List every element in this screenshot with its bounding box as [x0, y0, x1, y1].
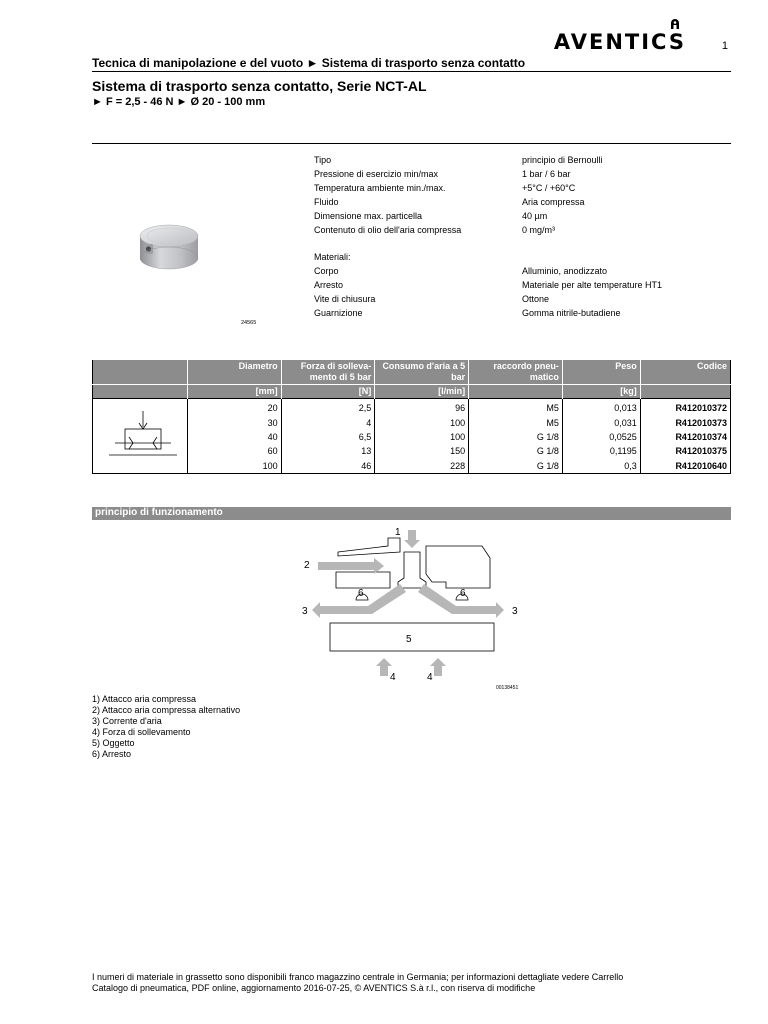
- spec-label: Tipo: [314, 155, 332, 165]
- table-cell: 2,5: [281, 399, 375, 416]
- table-cell: 0,1195: [562, 444, 640, 458]
- table-cell: 0,031: [562, 415, 640, 429]
- table-cell: 30: [187, 415, 281, 429]
- table-cell: 4: [281, 415, 375, 429]
- upper-right-body: [426, 546, 490, 588]
- header-raccordo: raccordo pneu- matico: [469, 360, 563, 385]
- table-cell: M5: [469, 399, 563, 416]
- function-diagram: [296, 522, 526, 688]
- diagram-label-2: 2: [304, 560, 310, 571]
- unit-raccordo: [469, 385, 563, 399]
- spec-label: Contenuto di olio dell'aria compressa: [314, 224, 462, 235]
- spec-label: Corpo: [314, 266, 339, 277]
- breadcrumb: Tecnica di manipolazione e del vuoto ► Sistema di trasporto senza contatto: [92, 56, 526, 70]
- spec-label: Dimensione max. particella: [314, 210, 423, 221]
- part-number-cell: R412010375: [675, 446, 727, 457]
- table-cell: 0,013: [562, 399, 640, 416]
- lower-left-body: [336, 572, 390, 588]
- table-row: [93, 459, 731, 474]
- section-header: [92, 507, 731, 520]
- diagram-label-6-right: 6: [460, 588, 466, 599]
- spec-value: 40 µm: [522, 210, 548, 221]
- unit-forza: [N]: [281, 385, 375, 399]
- unit-icon-col: [93, 385, 188, 399]
- diagram-label-1: 1: [395, 527, 401, 538]
- part-number-cell: R412010372: [675, 403, 727, 414]
- product-image: [130, 218, 208, 274]
- diagram-id: 00138451: [496, 685, 519, 691]
- diagram-label-5: 5: [406, 634, 412, 645]
- header-divider: [92, 71, 731, 72]
- spec-value: Materiale per alte temperature HT1: [522, 280, 663, 291]
- table-cell: 100: [375, 430, 469, 444]
- diagram-label-6-left: 6: [358, 588, 364, 599]
- table-cell: G 1/8: [469, 430, 563, 444]
- spec-value: Aria compressa: [522, 196, 585, 207]
- table-cell: G 1/8: [469, 459, 563, 474]
- table-cell: 228: [375, 459, 469, 474]
- table-row: [93, 430, 731, 444]
- table-units-row: [93, 385, 731, 399]
- table-cell: M5: [469, 415, 563, 429]
- product-table: [92, 360, 731, 474]
- spec-label: Vite di chiusura: [314, 294, 376, 304]
- table-cell: 46: [281, 459, 375, 474]
- table-cell: 13: [281, 444, 375, 458]
- header-forza: Forza di solleva- mento di 5 bar: [281, 360, 375, 385]
- part-number-cell: R412010374: [675, 432, 727, 442]
- unit-consumo: [l/min]: [375, 385, 469, 399]
- arrow-1-icon: [404, 530, 420, 548]
- legend-item: 4) Forza di sollevamento: [92, 727, 191, 737]
- table-row: [93, 444, 731, 458]
- unit-diametro: [mm]: [187, 385, 281, 399]
- diagram-label-4-left: 4: [390, 672, 396, 683]
- spec-label: Fluido: [314, 196, 339, 207]
- symbol-cell: [93, 399, 188, 474]
- header-icon-col: [93, 360, 188, 385]
- arrow-2-icon: [318, 558, 384, 574]
- aventics-logo-mark-icon: [669, 18, 681, 30]
- spec-value: Alluminio, anodizzato: [522, 266, 608, 277]
- section-title: principio di funzionamento: [95, 507, 223, 518]
- legend-item: 6) Arresto: [92, 749, 132, 759]
- diagram-label-3-right: 3: [512, 606, 518, 617]
- table-cell: 60: [187, 444, 281, 458]
- page-title: Sistema di trasporto senza contatto, Serie NCT-AL: [92, 78, 427, 94]
- object-plate: [330, 623, 494, 651]
- page-number: 1: [721, 40, 728, 52]
- page-subtitle: ► F = 2,5 - 46 N ► Ø 20 - 100 mm: [92, 96, 266, 108]
- table-cell: 6,5: [281, 430, 375, 444]
- spec-value: Ottone: [522, 294, 550, 304]
- header-codice: Codice: [640, 360, 730, 385]
- brand-logo: AVENTICS: [553, 30, 686, 54]
- header-consumo: Consumo d'aria a 5 bar: [375, 360, 469, 385]
- page-footer: [92, 972, 623, 994]
- spec-label: Arresto: [314, 280, 344, 291]
- legend-item: 3) Corrente d'aria: [92, 716, 162, 726]
- table-cell: 150: [375, 444, 469, 458]
- table-row: [93, 415, 731, 429]
- spec-value: 1 bar / 6 bar: [522, 168, 571, 179]
- header-peso: Peso: [562, 360, 640, 385]
- spec-value: +5°C / +60°C: [522, 182, 576, 193]
- spec-label: Temperatura ambiente min./max.: [314, 182, 446, 193]
- diagram-label-3-left: 3: [302, 606, 308, 617]
- table-cell: G 1/8: [469, 444, 563, 458]
- header-diametro: Diametro: [187, 360, 281, 385]
- table-cell: 0,0525: [562, 430, 640, 444]
- spec-value: Gomma nitrile-butadiene: [522, 307, 621, 318]
- part-number-cell: R412010640: [675, 460, 727, 471]
- product-image-id: 24565: [241, 320, 257, 326]
- spec-label: Guarnizione: [314, 307, 363, 318]
- table-cell: 20: [187, 399, 281, 416]
- gripper-symbol-icon: [99, 401, 187, 471]
- nozzle: [398, 552, 426, 588]
- part-number-cell: R412010373: [675, 417, 727, 428]
- footer-line: Catalogo di pneumatica, PDF online, aggiornamento 2016-07-25, © AVENTICS S.à r.l., con riserva di modifiche: [92, 983, 536, 993]
- diagram-label-4-right: 4: [427, 672, 433, 683]
- table-cell: 100: [375, 415, 469, 429]
- legend-item: 1) Attacco aria compressa: [92, 694, 197, 704]
- unit-codice: [640, 385, 730, 399]
- materials-heading-label: Materiali:: [314, 252, 351, 263]
- table-row: [93, 399, 731, 416]
- diagram-legend: [92, 694, 240, 760]
- spec-divider: [92, 143, 731, 144]
- upper-left-body: [338, 538, 400, 556]
- table-cell: 0,3: [562, 459, 640, 474]
- legend-item: 2) Attacco aria compressa alternativo: [92, 705, 241, 715]
- table-cell: 100: [187, 459, 281, 474]
- spec-value: principio di Bernoulli: [522, 155, 603, 165]
- table-header-row: [93, 360, 731, 385]
- footer-line: I numeri di materiale in grassetto sono disponibili franco magazzino centrale in Germania; per informazioni dettagliate vedere Carrello: [92, 972, 624, 982]
- table-cell: 40: [187, 430, 281, 444]
- legend-item: 5) Oggetto: [92, 738, 135, 748]
- unit-peso: [kg]: [562, 385, 640, 399]
- spec-value: 0 mg/m³: [522, 224, 556, 235]
- spec-label: Pressione di esercizio min/max: [314, 168, 439, 179]
- table-cell: 96: [375, 399, 469, 416]
